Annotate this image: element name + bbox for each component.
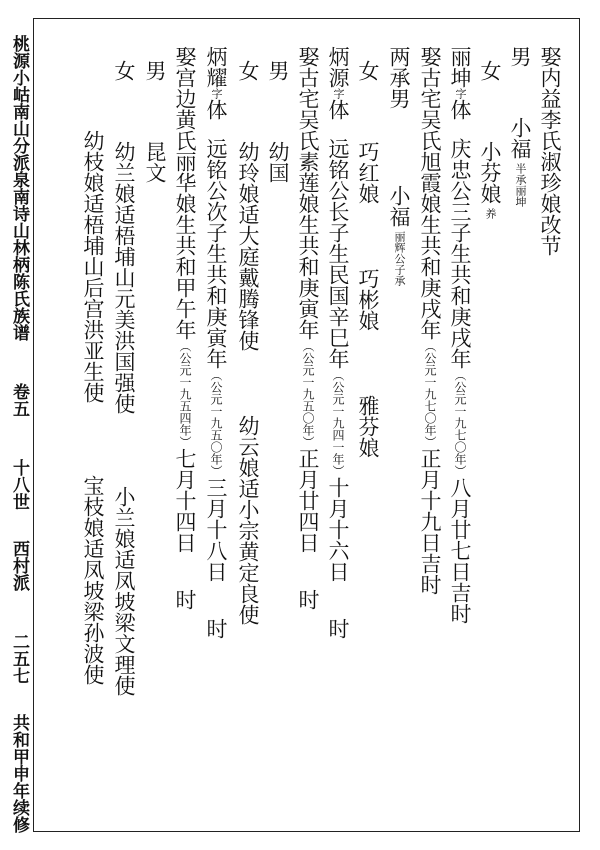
person-name: 小福 <box>508 117 532 159</box>
volume-label: 卷五 <box>9 383 29 417</box>
genealogy-column <box>387 46 411 286</box>
genealogy-column <box>236 60 260 625</box>
entry-text: 娶古宅吴氏素莲娘生共和庚寅年 <box>296 46 320 340</box>
annotation: 字 <box>210 88 223 99</box>
genealogy-column <box>296 46 320 610</box>
relation-label: 男 <box>266 60 290 81</box>
relation-label: 男 <box>143 60 167 81</box>
branch-label: 西村派 <box>9 540 29 591</box>
year-note: （公元一九七〇年） <box>423 340 437 448</box>
annotation: 字 <box>332 88 345 99</box>
genealogy-column <box>356 60 380 458</box>
person-name: 丽坤 <box>448 46 472 88</box>
relation-label: 女 <box>112 60 136 81</box>
person-name: 炳耀 <box>204 46 228 88</box>
entry-text: 时 <box>326 618 350 639</box>
genealogy-column <box>81 130 105 685</box>
relation-label: 两承男 <box>387 46 411 109</box>
marriage-entry: 幼云娘适小宗黄定良使 <box>236 415 260 625</box>
entry-text: 远铭公次子生共和庚寅年 <box>204 138 228 369</box>
genealogy-column <box>143 60 167 183</box>
entry-text: 七月十四日 <box>173 448 197 553</box>
entry-text: 娶宫边黄氏丽华娘生共和甲午年 <box>173 46 197 340</box>
genealogy-column <box>538 46 562 256</box>
annotation: 丽辉公子承 <box>393 231 406 286</box>
page-margin-column <box>5 35 31 835</box>
annotation: 半承丽坤 <box>514 163 527 207</box>
entry-text: 时 <box>296 589 320 610</box>
entry-text: 体 <box>204 99 228 120</box>
person-name: 巧红娘 <box>356 141 380 204</box>
year-note: （公元一九五〇年） <box>209 369 223 477</box>
entry-text: 娶古宅吴氏旭霞娘生共和庚戌年 <box>418 46 442 340</box>
relation-label: 女 <box>356 60 380 81</box>
annotation: 字 <box>454 88 467 99</box>
entry-text: 远铭公长子生民国辛巳年 <box>326 138 350 369</box>
person-name: 雅芬娘 <box>356 395 380 458</box>
person-name: 小芬娘 <box>478 141 502 204</box>
generation-label: 十八世 <box>9 459 29 510</box>
genealogy-column <box>418 46 442 595</box>
relation-label: 女 <box>236 60 260 81</box>
genealogy-column <box>508 46 532 207</box>
genealogy-column <box>112 60 136 696</box>
marriage-entry: 宝枝娘适凤坡梁孙波使 <box>81 475 105 685</box>
annotation: 养 <box>484 208 497 219</box>
person-name: 炳源 <box>326 46 350 88</box>
entry-text: 庆忠公三子生共和庚戌年 <box>448 138 472 369</box>
person-name: 巧彬娘 <box>356 268 380 331</box>
year-note: （公元一九七〇年） <box>453 369 467 477</box>
genealogy-column <box>266 60 290 183</box>
year-note: （公元一九五〇年） <box>301 340 315 448</box>
genealogy-column <box>204 46 228 639</box>
entry-text: 十月十六日 <box>326 477 350 582</box>
entry-text: 娶内益李氏淑珍娘改节 <box>538 46 562 256</box>
genealogy-column <box>326 46 350 639</box>
relation-label: 女 <box>478 60 502 81</box>
marriage-entry: 幼兰娘适梧埔山元美洪国强使 <box>112 141 136 414</box>
marriage-entry: 幼枝娘适梧埔山后宫洪亚生使 <box>81 130 105 403</box>
year-note: （公元一九四一年） <box>331 369 345 477</box>
genealogy-column <box>448 46 472 624</box>
entry-text: 体 <box>326 99 350 120</box>
relation-label: 男 <box>508 46 532 67</box>
entry-text: 时 <box>204 618 228 639</box>
year-note: （公元一九五四年） <box>178 340 192 448</box>
entry-text: 体 <box>448 99 472 120</box>
person-name: 昆文 <box>143 141 167 183</box>
entry-text: 八月廿七日吉时 <box>448 477 472 624</box>
person-name: 幼国 <box>266 141 290 183</box>
marriage-entry: 幼玲娘适大庭戴腾锋使 <box>236 141 260 351</box>
genealogy-column <box>173 46 197 610</box>
person-name: 小福 <box>387 185 411 227</box>
page-number: 二五七 <box>9 633 29 684</box>
genealogy-column <box>478 60 502 219</box>
book-title: 桃源小岵南山分派泉南诗山林柄陈氏族谱 <box>9 35 29 341</box>
entry-text: 三月十八日 <box>204 477 228 582</box>
entry-text: 时 <box>173 589 197 610</box>
edition-label: 共和甲申年续修 <box>9 714 29 833</box>
entry-text: 正月廿四日 <box>296 448 320 553</box>
marriage-entry: 小兰娘适凤坡梁文理使 <box>112 486 136 696</box>
entry-text: 正月十九日吉时 <box>418 448 442 595</box>
